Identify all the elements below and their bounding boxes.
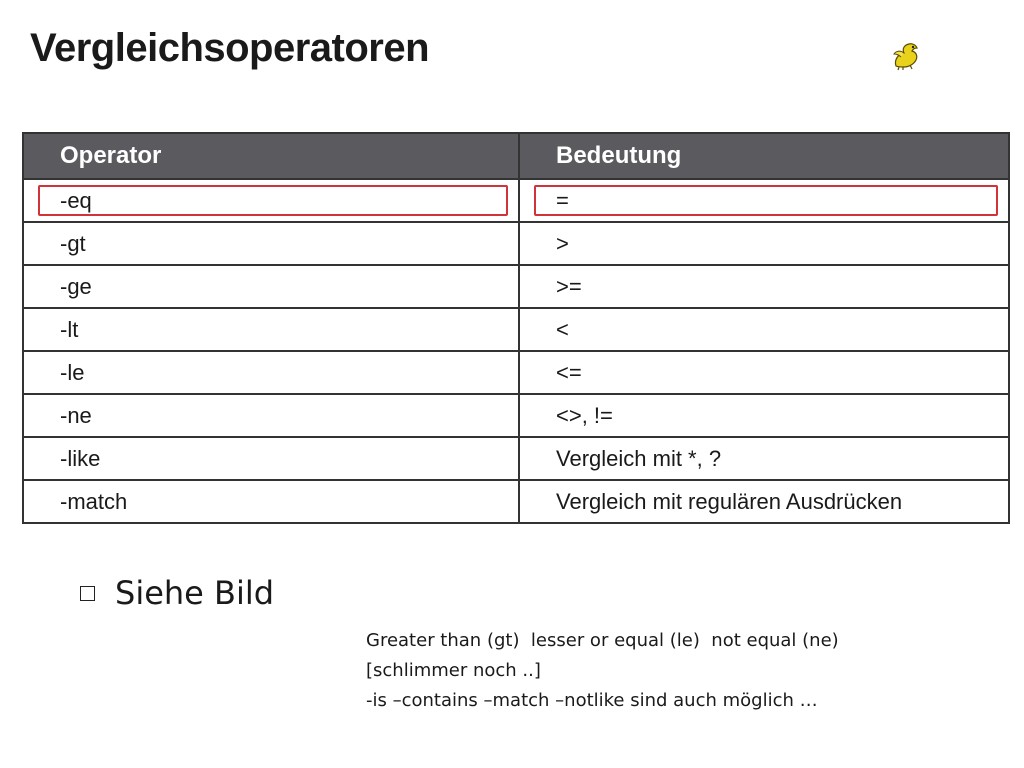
page-title: Vergleichsoperatoren: [30, 26, 430, 70]
header-meaning: Bedeutung: [519, 133, 1009, 179]
operator-cell: -ge: [23, 265, 519, 308]
dragon-icon: [890, 40, 922, 72]
operator-cell: -le: [23, 351, 519, 394]
table-row: [23, 265, 1009, 308]
note-line: -is –contains –match –notlike sind auch möglich …: [366, 690, 818, 711]
meaning-cell: <>, !=: [519, 394, 1009, 437]
operator-cell: -ne: [23, 394, 519, 437]
table-row: [23, 351, 1009, 394]
bullet-text: Siehe Bild: [115, 574, 275, 612]
table-row: [23, 437, 1009, 480]
notes-block: [366, 626, 839, 716]
meaning-cell: >=: [519, 265, 1009, 308]
table-row: [23, 394, 1009, 437]
operator-cell: -match: [23, 480, 519, 523]
table-header-row: [23, 133, 1009, 179]
meaning-cell: <: [519, 308, 1009, 351]
operator-cell: -lt: [23, 308, 519, 351]
table-row: [23, 222, 1009, 265]
operator-cell: -like: [23, 437, 519, 480]
operators-table: [22, 132, 1010, 524]
table-row: [23, 179, 1009, 222]
meaning-cell: Vergleich mit *, ?: [519, 437, 1009, 480]
meaning-cell: =: [519, 179, 1009, 222]
operator-cell: -gt: [23, 222, 519, 265]
table-row: [23, 480, 1009, 523]
meaning-cell: >: [519, 222, 1009, 265]
note-line: Greater than (gt) lesser or equal (le) not equal (ne): [366, 630, 839, 651]
note-line: [schlimmer noch ..]: [366, 660, 541, 681]
bullet-item: [80, 574, 274, 612]
meaning-cell: <=: [519, 351, 1009, 394]
operator-cell: -eq: [23, 179, 519, 222]
square-bullet-icon: [80, 586, 95, 601]
header-operator: Operator: [23, 133, 519, 179]
table-row: [23, 308, 1009, 351]
meaning-cell: Vergleich mit regulären Ausdrücken: [519, 480, 1009, 523]
